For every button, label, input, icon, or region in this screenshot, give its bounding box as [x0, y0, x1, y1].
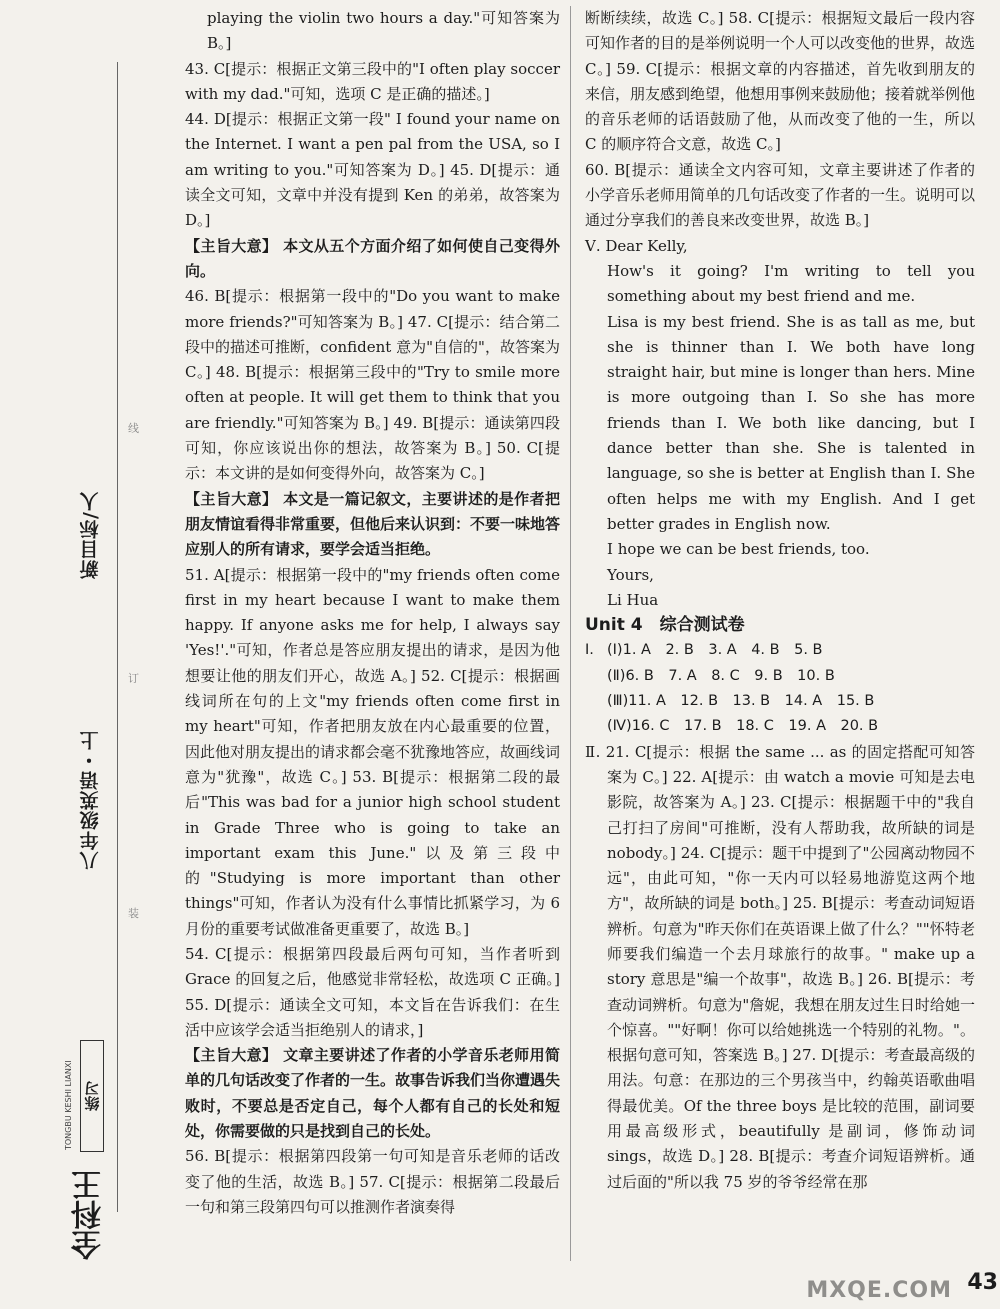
paragraph: Ⅴ. Dear Kelly,	[585, 236, 688, 255]
paragraph: Lisa is my best friend. She is as tall as me, but she is thinner than I. We both have long straight hair, but mine is longer than hers. Mine is more outgoing than I. So she has more friends than I. We both like dancing, but I dance better than she. She is talented in language, so she is better at English than I. She often helps me with my English. And I get better grades in English now.	[607, 312, 975, 533]
paragraph: 46. B[提示：根据第一段中的"Do you want to make more friends?"可知答案为 B。] 47. C[提示：结合第二段中的描述可推断，confident 意为"自信的"，故答案为 C。] 48. B[提示：根据第三段中的"Try to smile more often at people. It will get them to think that you are friendly."可知答案为 B。] 49. B[提示：通读第四段可知，你应该说出你的想法，故答案为 B。] 50. C[提示：本文讲的是如何变得外向，故答案为 C。]	[185, 287, 560, 483]
paragraph: Li Hua	[607, 590, 659, 609]
answer-row-text: (Ⅱ)6. B 7. A 8. C 9. B 10. B	[607, 667, 835, 684]
spine-edition-label: 新目标/人	[79, 491, 102, 579]
paragraph: playing the violin two hours a day."可知答案为 B。]	[207, 9, 560, 53]
spine-grade-subject: 八年级英语・上	[79, 730, 102, 870]
binding-line	[117, 62, 118, 1212]
right-column-top	[585, 6, 975, 613]
answer-row-label	[585, 664, 607, 689]
answer-rows	[585, 638, 975, 739]
answer-row	[585, 714, 975, 739]
right-column-bottom	[585, 740, 975, 1195]
answer-row-text: (Ⅰ)1. A 2. B 3. A 4. B 5. B	[607, 642, 823, 659]
brand-box	[80, 1040, 104, 1152]
answer-row	[585, 638, 975, 663]
paragraph: I hope we can be best friends, too.	[607, 540, 870, 559]
cut-mark-middle: 订	[128, 672, 139, 685]
answer-row-text: (Ⅲ)11. A 12. B 13. B 14. A 15. B	[607, 693, 875, 710]
cut-mark-bottom: 装	[128, 907, 139, 920]
brand-logo: 全科王	[72, 1170, 107, 1260]
paragraph: 【主旨大意】 文章主要讲述了作者的小学音乐老师用简单的几句话改变了作者的一生。故事告诉我们当你遭遇失败时，不要总是否定自己，每个人都有自己的长处和短处，你需要做的只是找到自己的长处。	[185, 1046, 561, 1141]
cut-mark-top: 线	[128, 422, 139, 435]
watermark: MXQE.COM	[806, 1278, 952, 1303]
paragraph: How's it going? I'm writing to tell you something about my best friend and me.	[607, 261, 975, 306]
paragraph: Ⅱ. 21. C[提示：根据 the same ... as 的固定搭配可知答案为 C。] 22. A[提示：由 watch a movie 可知是去电影院，故答案为 A。] 23. C[提示：根据题干中的"我自己打扫了房间"可推断，没有人帮助我，故所缺的词是 nobody。] 24. C[提示：题干中提到了"公园离动物园不远"，由此可知，"你一天内可以轻易地游览这两个地方"，故所缺的词是 both。] 25. B[提示：考查动词短语辨析。句意为"昨天你们在英语课上做了什么？""怀特老师要我们编造一个去月球旅行的故事。" make up a story 意思是"编一个故事"，故选 B。] 26. B[提示：考查动词辨析。句意为"詹妮，我想在朋友过生日时给她一个惊喜。""好啊！你可以给她挑选一个特别的礼物。"。根据句意可知，答案选 B。] 27. D[提示：考查最高级的用法。句意：在那边的三个男孩当中，约翰英语歌曲唱得最优美。Of the three boys 是比较的范围，副词要用最高级形式，beautifully 是副词，修饰动词 sings，故选 D。] 28. B[提示：考查介词短语辨析。通过后面的"所以我 75 岁的爷爷经常在那	[585, 742, 975, 1191]
answer-row-text: (Ⅳ)16. C 17. B 18. C 19. A 20. B	[607, 718, 879, 735]
spine-title	[70, 640, 110, 940]
paragraph: 【主旨大意】 本文是一篇记叙文，主要讲述的是作者把朋友情谊看得非常重要，但他后来认识到：不要一味地答应别人的所有请求，要学会适当拒绝。	[185, 489, 561, 559]
paragraph: 60. B[提示：通读全文内容可知，文章主要讲述了作者的小学音乐老师用简单的几句话改变了作者的一生。说明可以通过分享我们的善良来改变世界，故选 B。]	[585, 160, 976, 230]
paragraph: 54. C[提示：根据第四段最后两句可知，当作者听到 Grace 的回复之后，他感觉非常轻松，故选项 C 正确。] 55. D[提示：通读全文可知，本文旨在告诉我们：在生活中应该学会适当拒绝别人的请求，]	[185, 944, 560, 1039]
answer-row-label	[585, 689, 607, 714]
paragraph: 44. D[提示：根据正文第一段" I found your name on the Internet. I want a pen pal from the USA, so I am writing to you."可知答案为 D。] 45. D[提示：通读全文可知，文章中并没有提到 Ken 的弟弟，故答案为 D。]	[185, 110, 560, 230]
answer-row	[585, 689, 975, 714]
paragraph: 51. A[提示：根据第一段中的"my friends often come first in my heart because I want to make them happy. If anyone asks me for help, I always say 'Yes!'."可知，作者总是答应朋友提出的请求，是因为他想要让他的朋友们开心，故选 A。] 52. C[提示：根据画线词所在句的上文"my friends often come first in my heart"可知，作者把朋友放在内心最重要的位置，因此他对朋友提出的请求都会毫不犹豫地答应，故画线词意为"犹豫"，故选 C。] 53. B[提示：根据第二段的最后"This was bad for a junior high school student in Grade Three who is going to take an important exam this June."以及第三段中的"Studying is more important than other things"可知，作者认为没有什么事情比抓紧学习，为 6 月份的重要考试做准备更重要了，故选 B。]	[185, 565, 561, 938]
answer-row-label: Ⅰ.	[585, 642, 594, 659]
paragraph: 断断续续，故选 C。] 58. C[提示：根据短文最后一段内容可知作者的目的是举例说明一个人可以改变他的世界，故选 C。] 59. C[提示：根据文章的内容描述，首先收到朋友的来信，朋友感到绝望，他想用事例来鼓励他；接着就举例他的音乐老师的话语鼓励了他，从而改变了他的一生，所以 C 的顺序符合文意，故选 C。]	[585, 9, 976, 154]
brand-pinyin: TONGBU KESHI LIANXI	[64, 1060, 73, 1150]
brand-box-label: 练习	[83, 1081, 102, 1111]
column-divider	[570, 6, 571, 1261]
spine-edition	[70, 460, 110, 610]
paragraph: 【主旨大意】 本文从五个方面介绍了如何使自己变得外向。	[185, 236, 560, 280]
left-column	[185, 6, 560, 1220]
answer-row	[585, 664, 975, 689]
paragraph: 43. C[提示：根据正文第三段中的"I often play soccer with my dad."可知，选项 C 是正确的描述。]	[185, 59, 560, 103]
right-column	[585, 6, 975, 1195]
answer-row-label	[585, 714, 607, 739]
paragraph: Yours,	[607, 565, 654, 584]
brand-logo-area	[62, 1040, 112, 1280]
paragraph: 56. B[提示：根据第四段第一句可知是音乐老师的话改变了他的生活，故选 B。] 57. C[提示：根据第二段最后一句和第三段第四句可以推测作者演奏得	[185, 1147, 560, 1216]
section-title: Unit 4 综合测试卷	[585, 615, 745, 636]
page-number: 43	[967, 1270, 998, 1295]
